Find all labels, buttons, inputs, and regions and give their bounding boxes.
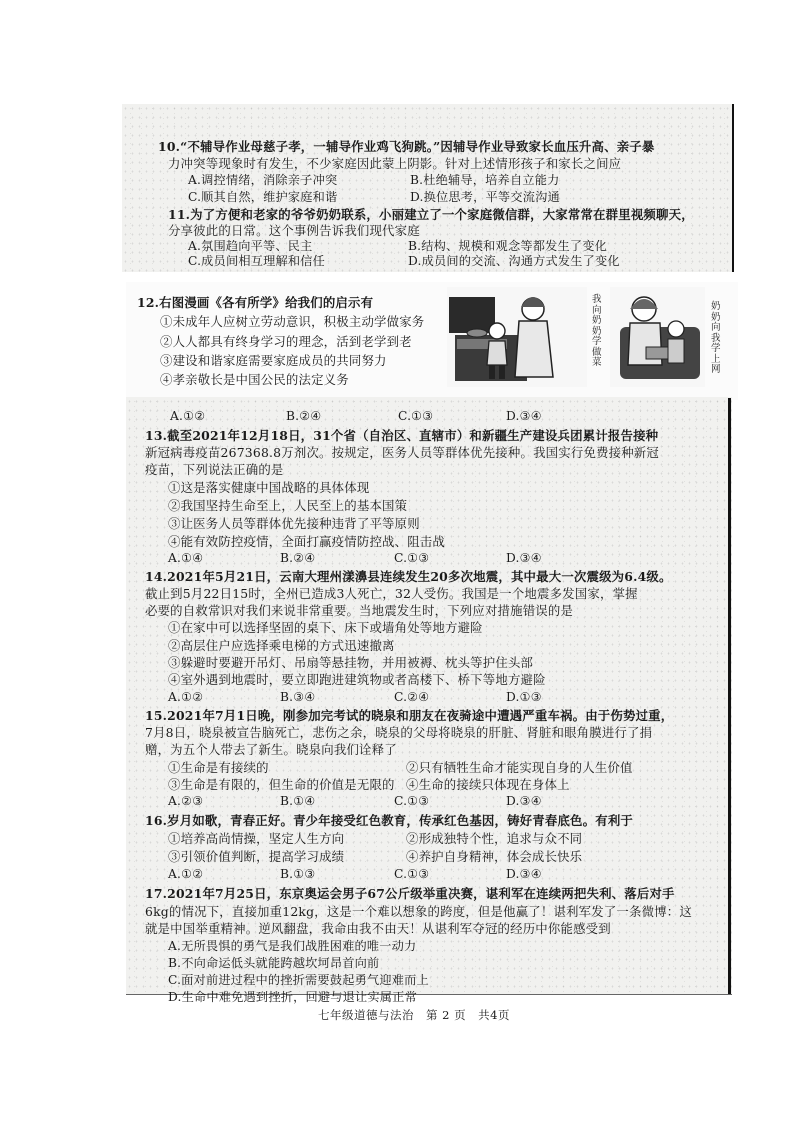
q12-option-d: D.③④ (506, 409, 542, 423)
page-footer: 七年级道德与法治 第 2 页 共4页 (318, 1008, 510, 1022)
q16-option-d: D.③④ (506, 867, 542, 881)
q11-stem-line2: 分享彼此的日常。这个事例告诉我们现代家庭 (168, 223, 420, 238)
q17-option-b: B.不向命运低头就能跨越坎坷昂首向前 (168, 956, 380, 970)
q13-statement-2: ②我国坚持生命至上，人民至上的基本国策 (168, 498, 408, 513)
scan-edge-right-bottom (728, 398, 731, 995)
q10-option-d: D.换位思考，平等交流沟通 (410, 190, 560, 204)
q16-statement-1: ①培养高尚情操，坚定人生方向 (168, 831, 345, 846)
q12-option-a: A.①② (170, 409, 206, 423)
q13-option-b: B.②④ (280, 551, 316, 565)
q10-option-a: A.调控情绪，消除亲子冲突 (188, 173, 338, 187)
q14-option-b: B.③④ (280, 690, 316, 704)
q16-statement-4: ④养护自身精神，体会成长快乐 (406, 849, 583, 864)
q12-statement-4: ④孝亲敬长是中国公民的法定义务 (160, 372, 349, 387)
q16-option-b: B.①③ (280, 867, 316, 881)
q14-option-c: C.②④ (394, 690, 430, 704)
q10-option-c: C.顺其自然，维护家庭和谐 (188, 190, 338, 204)
q10-stem-line2: 力冲突等现象时有发生，不少家庭因此蒙上阴影。针对上述情形孩子和家长之间应 (168, 156, 622, 171)
q15-statement-1: ①生命是有接续的 (168, 760, 269, 775)
q13-statement-4: ④能有效防控疫情，全面打赢疫情防控战、阻击战 (168, 534, 445, 549)
cartoon-right-caption: 奶奶向我学上网 (711, 301, 721, 375)
q17-stem-line1: 17.2021年7月25日，东京奥运会男子67公斤级举重决赛，谌利军在连续两把失利、落后对手 (145, 886, 675, 901)
q11-option-d: D.成员间的交流、沟通方式发生了变化 (408, 254, 620, 268)
q15-stem-line1: 15.2021年7月1日晚，刚参加完考试的晓泉和朋友在夜骑途中遭遇严重车祸。由于伤势过重， (145, 708, 674, 723)
q14-statement-3: ③躲避时要避开吊灯、吊扇等悬挂物，并用被褥、枕头等护住头部 (168, 655, 534, 670)
q11-option-c: C.成员间相互理解和信任 (188, 254, 326, 268)
q13-option-a: A.①④ (168, 551, 204, 565)
q11-stem-line1: 11.为了方便和老家的爷爷奶奶联系，小丽建立了一个家庭微信群，大家常常在群里视频聊天， (168, 207, 694, 222)
cartoon-teaching-internet (610, 287, 705, 387)
q14-stem-line2: 截止到5月22日15时，全州已造成3人死亡，32人受伤。我国是一个地震多发国家，掌握 (145, 586, 638, 601)
q15-statement-2: ②只有牺牲生命才能实现自身的人生价值 (406, 760, 633, 775)
q10-stem-line1: 10.“不辅导作业母慈子孝，一辅导作业鸡飞狗跳。”因辅导作业导致家长血压升高、亲子暴 (158, 139, 655, 154)
q12-statement-2: ②人人都具有终身学习的理念，活到老学到老 (160, 334, 412, 349)
q14-statement-2: ②高层住户应选择乘电梯的方式迅速撤离 (168, 638, 395, 653)
q16-statement-3: ③引领价值判断，提高学习成绩 (168, 849, 345, 864)
q17-option-d: D.生命中难免遇到挫折，回避与退让实属正常 (168, 990, 417, 1004)
q14-statement-4: ④室外遇到地震时，要立即跑进建筑物或者高楼下、桥下等地方避险 (168, 672, 546, 687)
q16-option-a: A.①② (168, 867, 204, 881)
q15-option-d: D.③④ (506, 794, 542, 808)
q14-statement-1: ①在家中可以选择坚固的桌下、床下或墙角处等地方避险 (168, 620, 483, 635)
q17-stem-line3: 就是中国举重精神。逆风翻盘，我命由我不由天！从谌利军夺冠的经历中你能感受到 (145, 921, 611, 936)
q15-stem-line3: 赠，为五个人带去了新生。晓泉向我们诠释了 (145, 742, 397, 757)
q12-option-b: B.②④ (286, 409, 322, 423)
q15-option-b: B.①④ (280, 794, 316, 808)
q12-option-c: C.①③ (398, 409, 434, 423)
q17-option-c: C.面对前进过程中的挫折需要鼓起勇气迎难而上 (168, 973, 429, 987)
cartoon-learning-cooking (447, 287, 587, 387)
q10-option-b: B.杜绝辅导，培养自立能力 (410, 173, 560, 187)
q13-stem-line1: 13.截至2021年12月18日，31个省（自治区、直辖市）和新疆生产建设兵团累计报告接种 (145, 428, 659, 443)
q13-stem-line2: 新冠病毒疫苗267368.8万剂次。按规定，医务人员等群体优先接种。我国实行免费接种新冠 (145, 445, 659, 460)
cartoon-left-caption: 我向奶奶学做菜 (592, 294, 602, 368)
q17-stem-line2: 6kg的情况下，直接加重12kg，这是一个难以想象的跨度，但是他赢了！谌利军发了一条微博：这 (145, 904, 692, 919)
q12-statement-3: ③建设和谐家庭需要家庭成员的共同努力 (160, 353, 387, 368)
q11-option-a: A.氛围趋向平等、民主 (188, 239, 313, 253)
q15-statement-3: ③生命是有限的，但生命的价值是无限的 (168, 777, 395, 792)
q15-option-a: A.②③ (168, 794, 204, 808)
scan-edge-right-top (732, 104, 734, 272)
q16-statement-2: ②形成独特个性，追求与众不同 (406, 831, 583, 846)
q12-statement-1: ①未成年人应树立劳动意识，积极主动学做家务 (160, 314, 425, 329)
q13-option-d: D.③④ (506, 551, 542, 565)
q14-stem-line3: 必要的自救常识对我们来说非常重要。当地震发生时，下列应对措施错误的是 (145, 603, 574, 618)
q13-option-c: C.①③ (394, 551, 430, 565)
q12-stem: 12.右图漫画《各有所学》给我们的启示有 (137, 295, 374, 310)
q13-statement-3: ③让医务人员等群体优先接种违背了平等原则 (168, 516, 420, 531)
q13-stem-line3: 疫苗，下列说法正确的是 (145, 462, 284, 477)
q15-stem-line2: 7月8日，晓泉被宣告脑死亡，悲伤之余，晓泉的父母将晓泉的肝脏、肾脏和眼角膜进行了捐 (145, 725, 653, 740)
q15-option-c: C.①③ (394, 794, 430, 808)
q17-option-a: A.无所畏惧的勇气是我们战胜困难的唯一动力 (168, 939, 417, 953)
q15-statement-4: ④生命的接续只体现在身体上 (406, 777, 570, 792)
q16-option-c: C.①③ (394, 867, 430, 881)
q11-option-b: B.结构、规模和观念等都发生了变化 (408, 239, 608, 253)
q13-statement-1: ①这是落实健康中国战略的具体体现 (168, 480, 370, 495)
q16-stem-line1: 16.岁月如歌，青春正好。青少年接受红色教育，传承红色基因，铸好青春底色。有利于 (145, 813, 634, 828)
q14-option-a: A.①② (168, 690, 204, 704)
q14-stem-line1: 14.2021年5月21日，云南大理州漾濞县连续发生20多次地震，其中最大一次震级为6.4级。 (145, 569, 672, 584)
q14-option-d: D.①③ (506, 690, 542, 704)
